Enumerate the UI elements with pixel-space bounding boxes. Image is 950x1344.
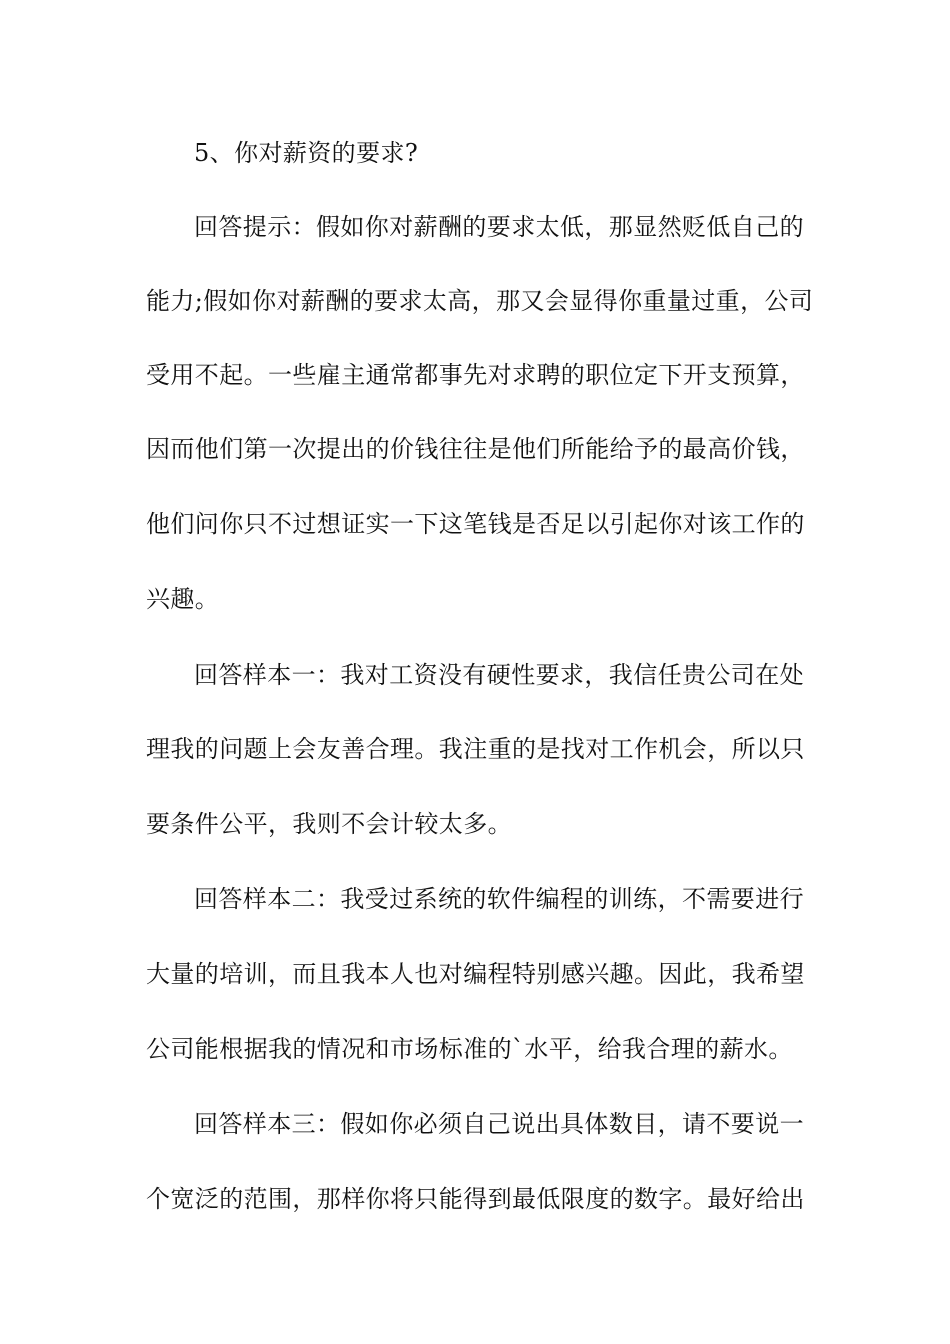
paragraph-line: 回答提示：假如你对薪酬的要求太低，那显然贬低自己的	[194, 213, 804, 241]
paragraph-line: 个宽泛的范围，那样你将只能得到最低限度的数字。最好给出	[146, 1185, 805, 1213]
paragraph-line: 回答样本一：我对工资没有硬性要求，我信任贵公司在处	[194, 661, 804, 689]
paragraph-line: 回答样本二：我受过系统的软件编程的训练，不需要进行	[194, 885, 804, 913]
paragraph-line: 回答样本三：假如你必须自己说出具体数目，请不要说一	[194, 1110, 804, 1138]
paragraph-line: 大量的培训，而且我本人也对编程特别感兴趣。因此，我希望	[146, 960, 805, 988]
paragraph-line: 能力;假如你对薪酬的要求太高，那又会显得你重量过重，公司	[146, 287, 814, 315]
question-heading: 5、你对薪资的要求?	[194, 139, 419, 167]
paragraph-line: 他们问你只不过想证实一下这笔钱是否足以引起你对该工作的	[146, 510, 805, 538]
paragraph-line: 公司能根据我的情况和市场标准的`水平，给我合理的薪水。	[146, 1035, 793, 1063]
paragraph-line: 因而他们第一次提出的价钱往往是他们所能给予的最高价钱，	[146, 435, 805, 463]
paragraph-line: 理我的问题上会友善合理。我注重的是找对工作机会，所以只	[146, 735, 805, 763]
paragraph-line: 要条件公平，我则不会计较太多。	[146, 810, 512, 838]
paragraph-line: 受用不起。一些雇主通常都事先对求聘的职位定下开支预算，	[146, 361, 805, 389]
paragraph-line: 兴趣。	[146, 585, 220, 613]
